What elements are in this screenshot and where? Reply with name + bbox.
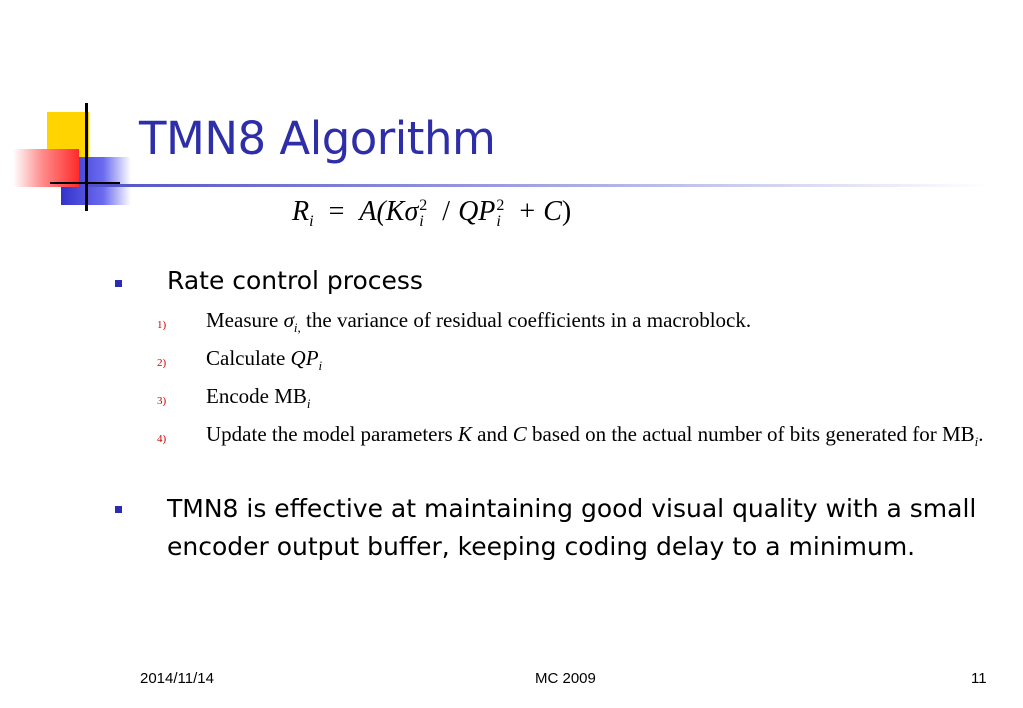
formula-qp-sup: 2 [496, 196, 505, 214]
step-number-3: 3) [157, 395, 167, 407]
formula-sigma-sub: i [419, 212, 424, 230]
step-measure [206, 305, 996, 343]
bullet-rate-control: Rate control process [167, 266, 423, 295]
bullet-effectiveness: TMN8 is effective at maintaining good visual quality with a small encoder output buffer, keeping coding delay to a minimum. [167, 494, 977, 561]
step-number-4: 4) [157, 433, 167, 445]
formula-qp-supsub [496, 198, 504, 230]
step-symbol: K [457, 422, 472, 446]
formula-sigma-supsub [419, 198, 427, 230]
step-symbol: σ [283, 308, 294, 332]
title-underline [88, 184, 988, 187]
step-text: Update the model parameters [206, 422, 458, 446]
bullet-square-icon [115, 506, 122, 513]
step-text: Encode MB [206, 384, 307, 408]
formula-plus: + [519, 196, 536, 227]
step-symbol: C [512, 422, 527, 446]
step-calculate [206, 343, 996, 381]
step-text: . [978, 422, 984, 446]
footer-course: MC 2009 [535, 670, 596, 687]
step-subscript: i [974, 434, 979, 450]
step-symbol: QP [290, 346, 319, 370]
formula-close: ) [561, 196, 572, 227]
formula-a: A( [359, 196, 386, 227]
step-number-2: 2) [157, 357, 167, 369]
step-number-1: 1) [157, 319, 167, 331]
decor-vertical-line [85, 103, 88, 211]
formula-r: R [292, 196, 310, 227]
step-subscript: i [318, 358, 323, 374]
footer-date: 2014/11/14 [140, 670, 214, 687]
formula-slash: / [442, 196, 451, 227]
formula-c: C [543, 196, 562, 227]
step-encode [206, 381, 996, 419]
formula-k: K [385, 196, 405, 227]
step-update [206, 419, 996, 457]
rate-formula [292, 196, 571, 231]
formula-r-sub: i [309, 213, 314, 230]
formula-sigma-sup: 2 [419, 196, 428, 214]
formula-equals: = [328, 196, 345, 227]
slide-title: TMN8 Algorithm [139, 112, 496, 165]
formula-qp-sub: i [496, 212, 501, 230]
formula-sigma: σ [404, 196, 419, 227]
step-subscript: i, [293, 320, 301, 336]
step-text: Calculate [206, 346, 291, 370]
step-text: Measure [206, 308, 284, 332]
bullet-square-icon [115, 280, 122, 287]
formula-qp: QP [458, 196, 496, 227]
step-subscript: i [306, 396, 311, 412]
step-text: based on the actual number of bits generated for MB [526, 422, 975, 446]
page-number: 11 [971, 670, 987, 687]
step-text: the variance of residual coefficients in a macroblock. [300, 308, 752, 332]
step-text: and [471, 422, 513, 446]
